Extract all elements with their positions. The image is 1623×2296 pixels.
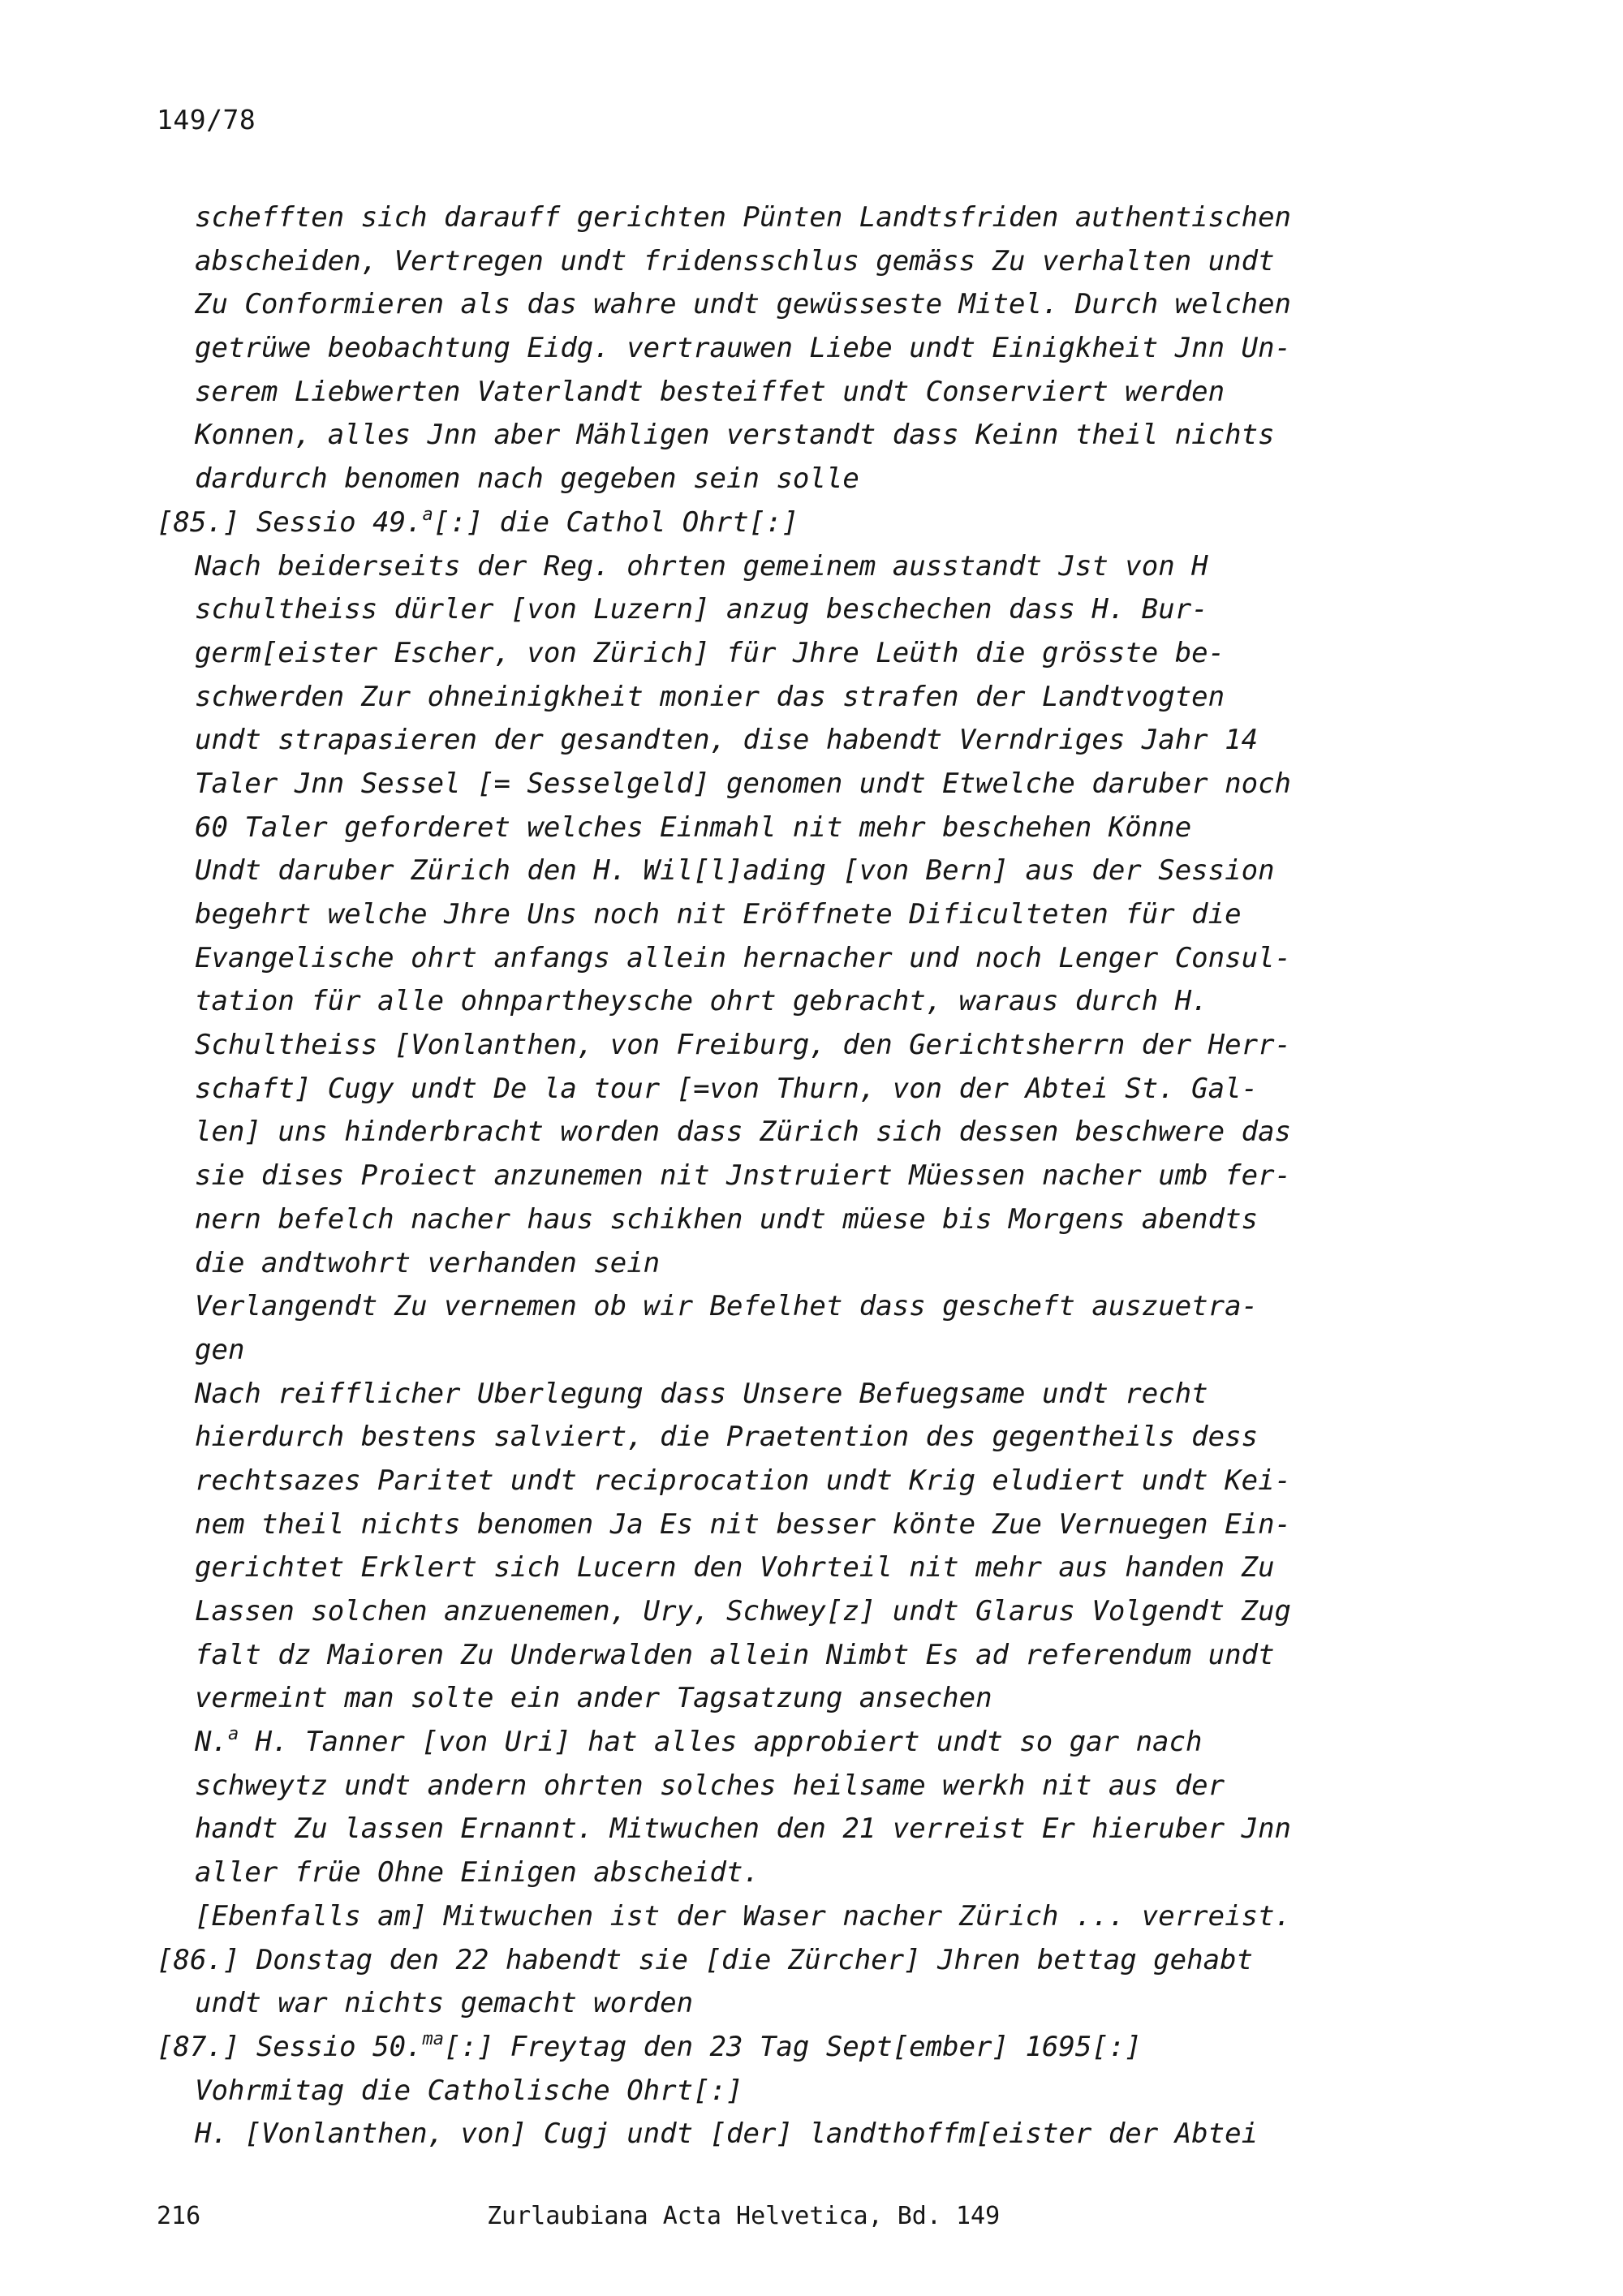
text-line: schultheiss dürler [von Luzern] anzug beschechen dass H. Bur- [195,593,1208,626]
text-line: germ[eister Escher, von Zürich] für Jhre Leüth die grösste be- [195,636,1225,669]
section-heading-87: [87.] Sessio 50.$^{ma}$[:] Freytag den 23 Tag Sept[ember] 1695[:] [157,2028,1142,2063]
text-line: schwerden Zur ohneinigkheit monier das strafen der Landtvogten [195,680,1225,713]
text-line: undt strapasieren der gesandten, dise habendt Verndriges Jahr 14 [195,724,1259,757]
section-heading-86: [86.] Donstag den 22 habendt sie [die Zürcher] Jhren bettag gehabt [157,1943,1254,1976]
text-line: hierdurch bestens salviert, die Praetention des gegentheils dess [195,1421,1259,1454]
publication-title: Zurlaubiana Acta Helvetica, Bd. 149 [487,2202,1001,2230]
text-line: begehrt welche Jhre Uns noch nit Eröffnete Dificulteten für die [195,898,1242,931]
text-line: gerichtet Erklert sich Lucern den Vohrteil nit mehr aus handen Zu [195,1551,1275,1584]
text-line: abscheiden, Vertregen undt fridensschlus gemäss Zu verhalten undt [195,244,1275,277]
text-line: tation für alle ohnpartheysche ohrt gebracht, waraus durch H. [195,985,1208,1018]
document-id: 149/78 [157,104,256,135]
body-text [157,196,1609,2156]
text-line: schefften sich darauff gerichten Pünten Landtsfriden authentischen [195,201,1292,234]
text-line: gen [195,1333,245,1366]
text-line: Vohrmitag die Catholische Ohrt[:] [195,2074,743,2107]
text-line: serem Liebwerten Vaterlandt besteiffet undt Conserviert werden [195,375,1225,408]
text-line: len] uns hinderbracht worden dass Zürich sich dessen beschwere das [195,1116,1292,1149]
text-line: undt war nichts gemacht worden [195,1987,694,2020]
text-line: 60 Taler geforderet welches Einmahl nit mehr beschehen Könne [195,810,1192,844]
text-line: getrüwe beobachtung Eidg. vertrauwen Liebe undt Einigkheit Jnn Un- [195,332,1292,365]
text-line: Verlangendt Zu vernemen ob wir Befelhet dass gescheft auszuetra- [195,1290,1259,1323]
text-line: Schultheiss [Vonlanthen, von Freiburg, den Gerichtsherrn der Herr- [195,1029,1292,1062]
text-line: aller früe Ohne Einigen abscheidt. [195,1856,760,1890]
text-line: sie dises Proiect anzunemen nit Jnstruiert Müessen nacher umb fer- [195,1159,1292,1193]
text-line: Zu Conformieren als das wahre undt gewüsseste Mitel. Durch welchen [195,288,1292,321]
text-line: Undt daruber Zürich den H. Wil[l]ading [von Bern] aus der Session [195,854,1275,888]
text-line: Lassen solchen anzuenemen, Ury, Schwey[z] undt Glarus Volgendt Zug [195,1595,1292,1627]
na-line: N.$^a$ H. Tanner [von Uri] hat alles approbiert undt so gar nach [195,1724,1203,1759]
text-line: H. [Vonlanthen, von] Cugj undt [der] landthoffm[eister der Abtei [195,2118,1259,2151]
text-line: nern befelch nacher haus schikhen undt müese bis Morgens abendts [195,1202,1259,1236]
text-line: Konnen, alles Jnn aber Mähligen verstandt dass Keinn theil nichts [195,419,1275,452]
text-line: rechtsazes Paritet undt reciprocation undt Krig eludiert undt Kei- [195,1464,1292,1497]
section-heading-85: [85.] Sessio 49.$^a$[:] die Cathol Ohrt[:] [157,504,799,539]
text-line: Nach reifflicher Uberlegung dass Unsere Befuegsame undt recht [195,1377,1208,1410]
text-line: Nach beiderseits der Reg. ohrten gemeinem ausstandt Jst von H [195,549,1208,583]
text-line: handt Zu lassen Ernannt. Mitwuchen den 21 verreist Er hieruber Jnn [195,1812,1292,1846]
text-line: die andtwohrt verhanden sein [195,1246,661,1279]
text-line: Taler Jnn Sessel [= Sesselgeld] genomen undt Etwelche daruber noch [195,767,1292,800]
text-line: falt dz Maioren Zu Underwalden allein Nimbt Es ad referendum undt [195,1638,1275,1671]
text-line: nem theil nichts benomen Ja Es nit besser könte Zue Vernuegen Ein- [195,1507,1292,1541]
text-line: schweytz undt andern ohrten solches heilsame werkh nit aus der [195,1769,1225,1802]
text-line: Evangelische ohrt anfangs allein hernacher und noch Lenger Consul- [195,941,1292,974]
page-number: 216 [157,2202,201,2230]
text-line: schaft] Cugy undt De la tour [=von Thurn, von der Abtei St. Gal- [195,1072,1259,1105]
text-line: [Ebenfalls am] Mitwuchen ist der Waser nacher Zürich ... verreist. [195,1899,1292,1933]
text-line: dardurch benomen nach gegeben sein solle [195,462,859,496]
text-line: vermeint man solte ein ander Tagsatzung ansechen [195,1682,992,1715]
